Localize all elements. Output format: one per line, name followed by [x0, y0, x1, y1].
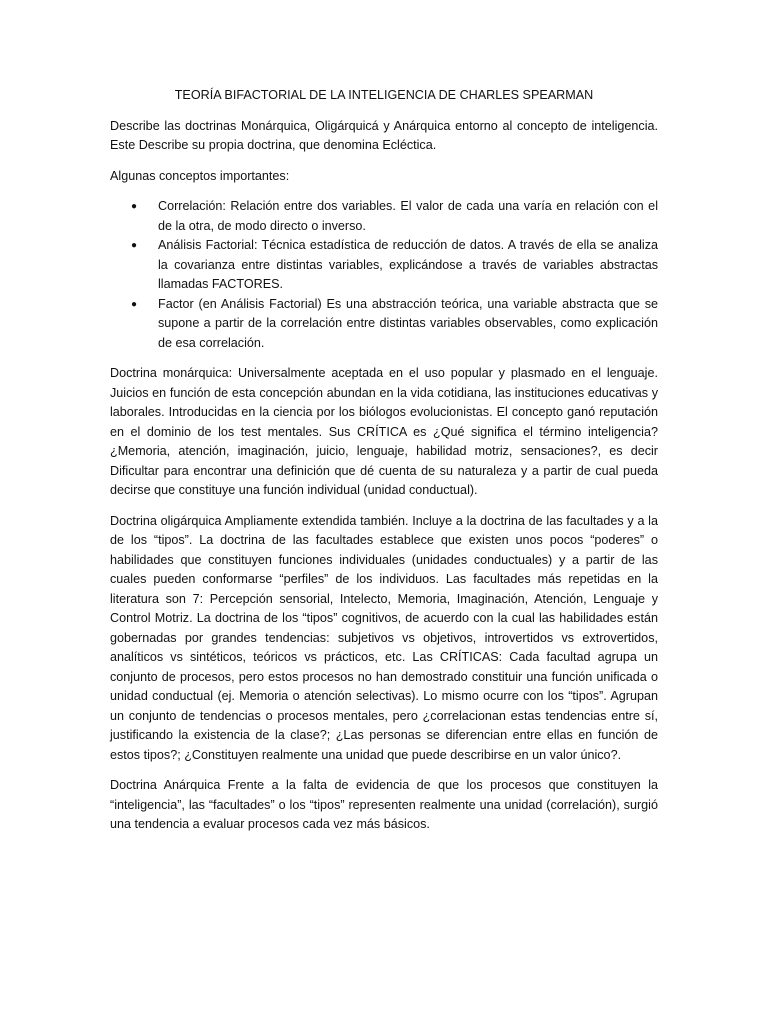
list-item — [110, 236, 658, 295]
oligarchic-doctrine-paragraph: Doctrina oligárquica Ampliamente extendida también. Incluye a la doctrina de las facultades y a la de los “tipos”. La doctrina de las facultades establece que existen unos pocos “poderes” o habilidades que constituyen funciones individuales (unidades conductuales) y a partir de las cuales pueden conformarse “perfiles” de los individuos. Las facultades más repetidas en la literatura son 7: Percepción sensorial, Intelecto, Memoria, Imaginación, Atención, Lenguaje y Control Motriz. La doctrina de los “tipos” cognitivos, de acuerdo con la cual las habilidades están gobernadas por grandes tendencias: subjetivos vs objetivos, introvertidos vs extrovertidos, analíticos vs sintéticos, teóricos vs prácticos, etc. Las CRÍTICAS: Cada facultad agrupa un conjunto de procesos, pero estos procesos no han demostrado constituir una función unificada o unidad conductual (ej. Memoria o atención selectivas). Lo mismo ocurre con los “tipos”. Agrupan un conjunto de tendencias o procesos mentales, pero ¿correlacionan estas tendencias entre sí, justificando la existencia de la clase?; ¿Las personas se diferencian entre ellas en función de estos tipos?; ¿Constituyen realmente una unidad que puede describirse en un valor único?. — [110, 513, 658, 762]
concept-text: Factor (en Análisis Factorial) Es una abstracción teórica, una variable abstracta que se supone a partir de la correlación entre distintas variables observables, como explicación de esa correlación. — [158, 296, 658, 350]
concepts-list — [110, 197, 658, 353]
concepts-heading: Algunas conceptos importantes: — [110, 168, 290, 183]
document-page — [110, 86, 658, 846]
bullet-icon: ● — [131, 298, 138, 310]
intro-paragraph: Describe las doctrinas Monárquica, Oligárquicá y Anárquica entorno al concepto de inteligencia. Este Describe su propia doctrina, que denomina Ecléctica. — [110, 118, 658, 152]
concept-text: Análisis Factorial: Técnica estadística de reducción de datos. A través de ella se analiza la covarianza entre distintas variables, explicándose a través de variables abstractas llamadas FACTORES. — [158, 238, 658, 291]
bullet-icon: ● — [131, 240, 138, 251]
list-item — [110, 197, 658, 236]
anarchic-doctrine-paragraph: Doctrina Anárquica Frente a la falta de evidencia de que los procesos que constituyen la “inteligencia”, las “facultades” o los “tipos” representen realmente una unidad (correlación), surgió una tendencia a evaluar procesos cada vez más básicos. — [110, 778, 658, 831]
bullet-icon: ● — [131, 201, 138, 212]
concept-text: Correlación: Relación entre dos variables. El valor de cada una varía en relación con el de la otra, de modo directo o inverso. — [158, 199, 658, 233]
monarchic-doctrine-paragraph: Doctrina monárquica: Universalmente aceptada en el uso popular y plasmado en el lenguaje. Juicios en función de esta concepción abundan en la vida cotidiana, las instituciones educativas y laborales. Introducidas en la ciencia por los biólogos evolucionistas. El concepto ganó reputación en el dominio de los test mentales. Sus CRÍTICA es ¿Qué significa el término inteligencia? ¿Memoria, atención, imaginación, juicio, lenguaje, habilidad motriz, sensaciones?, es decir Dificultar para encontrar una definición que dé cuenta de su naturaleza y a partir de cual pueda decirse que constituye una función individual (unidad conductual). — [110, 366, 658, 497]
document-title: TEORÍA BIFACTORIAL DE LA INTELIGENCIA DE CHARLES SPEARMAN — [174, 88, 594, 102]
list-item — [110, 295, 658, 354]
